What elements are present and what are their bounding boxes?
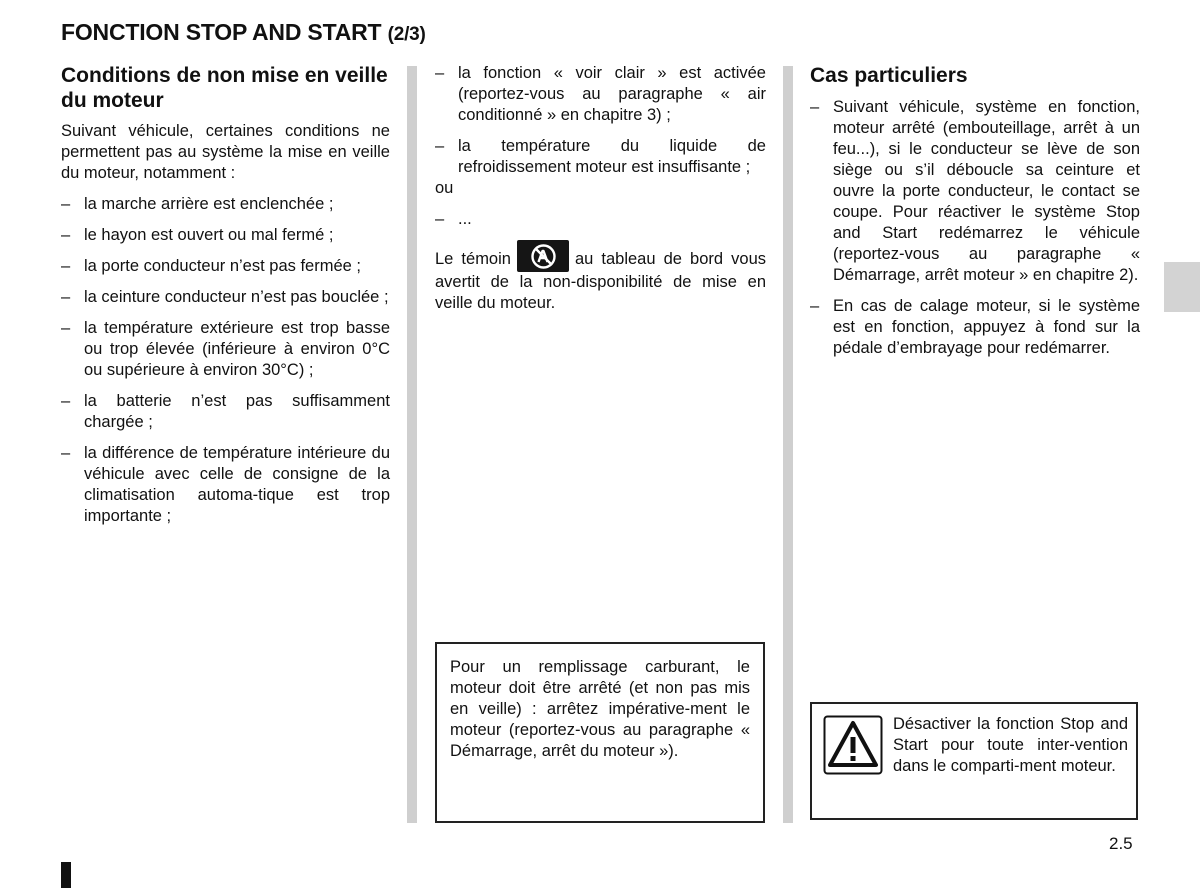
section-heading-special-cases: Cas particuliers <box>810 64 968 87</box>
title-page-indicator: (2/3) <box>387 24 426 45</box>
page-number: 2.5 <box>1109 834 1133 853</box>
warning-box <box>810 702 1138 820</box>
list-item: – la température du liquide de refroidissement moteur est insuffisante ; <box>435 136 766 178</box>
corner-mark <box>61 862 71 888</box>
list-item: – la ceinture conducteur n’est pas bouclée ; <box>61 287 390 308</box>
list-item: – En cas de calage moteur, si le système est en fonction, appuyez à fond sur la pédale d’embrayage pour redémarrer. <box>810 296 1140 359</box>
page-title <box>61 19 426 46</box>
column-separator-left <box>407 66 417 823</box>
temoin-description: au tableau de bord vous avertit de la non-disponibilité de mise en veille du moteur. <box>435 250 766 312</box>
column-separator-right <box>783 66 793 823</box>
stop-start-unavailable-icon <box>517 240 569 272</box>
list-item: – le hayon est ouvert ou mal fermé ; <box>61 225 390 246</box>
ellipsis-list <box>435 209 766 230</box>
list-item: – Suivant véhicule, système en fonction, moteur arrêté (embouteillage, arrêt à un feu...), si le conducteur se lève de son siège ou s’il déboucle sa ceinture et ouvre la porte conducteur, le contact se coupe. Pour réactiver le système Stop and Start redémarrez le véhicule (reportez-vous au paragraphe « Démarrage, arrêt moteur » en chapitre 2). <box>810 97 1140 286</box>
list-item: – la différence de température intérieure du véhicule avec celle de consigne de la climatisation automa-tique est trop importante ; <box>61 443 390 527</box>
fuel-refill-note: Pour un remplissage carburant, le moteur doit être arrêté (et non pas mis en veille) : arrêtez impérative-ment le moteur (reportez-vous au paragraphe « Démarrage, arrêt du moteur »). <box>450 658 750 760</box>
middle-column <box>435 63 766 324</box>
special-cases-list <box>810 97 1140 359</box>
warning-light-explanation <box>435 240 766 314</box>
conditions-list <box>61 194 390 527</box>
left-column <box>61 63 390 537</box>
fuel-refill-note-box <box>435 642 765 823</box>
list-item: – ... <box>435 209 766 230</box>
conditions-list-continued <box>435 63 766 178</box>
or-separator: ou <box>435 179 454 197</box>
temoin-label: Le témoin <box>435 250 511 268</box>
warning-triangle-icon <box>823 715 883 780</box>
conditions-intro: Suivant véhicule, certaines conditions ne permettent pas au système la mise en veille du moteur, notamment : <box>61 122 390 182</box>
warning-text: Désactiver la fonction Stop and Start pour toute inter-vention dans le comparti-ment moteur. <box>893 715 1128 775</box>
section-heading-conditions: Conditions de non mise en veille du moteur <box>61 64 388 112</box>
chapter-tab <box>1164 262 1200 312</box>
list-item: – la porte conducteur n’est pas fermée ; <box>61 256 390 277</box>
list-item: – la batterie n’est pas suffisamment chargée ; <box>61 391 390 433</box>
title-text: FONCTION STOP AND START <box>61 19 382 45</box>
list-item: – la fonction « voir clair » est activée (reportez-vous au paragraphe « air conditionné » en chapitre 3) ; <box>435 63 766 126</box>
list-item: – la température extérieure est trop basse ou trop élevée (inférieure à environ 0°C ou supérieure à environ 30°C) ; <box>61 318 390 381</box>
list-item: – la marche arrière est enclenchée ; <box>61 194 390 215</box>
right-column <box>810 63 1140 369</box>
